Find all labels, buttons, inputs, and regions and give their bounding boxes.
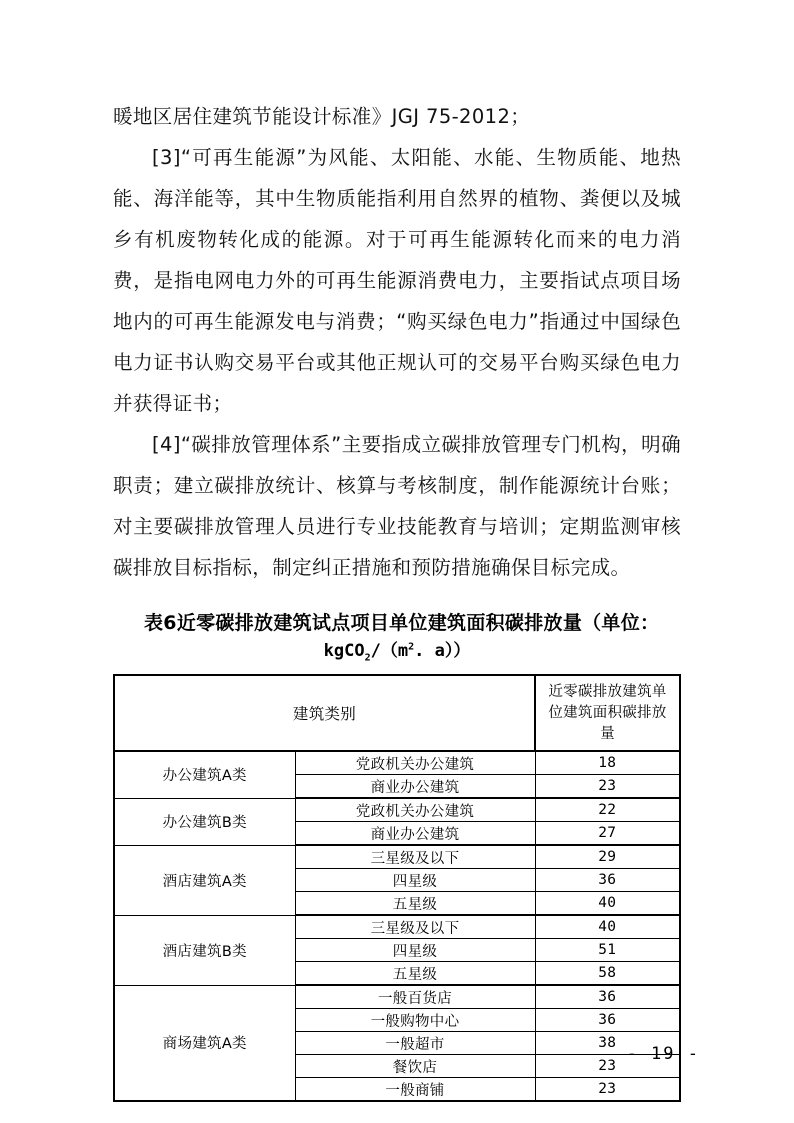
cell-emission-value: 36 (535, 985, 680, 1009)
cell-emission-value: 23 (535, 775, 680, 799)
cell-emission-value: 36 (535, 1009, 680, 1032)
cell-group-name: 酒店建筑B类 (114, 915, 295, 985)
cell-subcategory: 一般百货店 (295, 985, 535, 1009)
cell-group-name: 办公建筑A类 (114, 751, 295, 798)
unit-suffix: . a）） (414, 641, 471, 661)
cell-emission-value: 23 (535, 1078, 680, 1102)
cell-emission-value: 38 (535, 1032, 680, 1055)
table-row (114, 751, 680, 775)
cell-emission-value: 23 (535, 1055, 680, 1078)
unit-prefix: kgCO (323, 641, 365, 661)
cell-subcategory: 五星级 (295, 892, 535, 916)
cell-emission-value: 29 (535, 845, 680, 869)
paragraph-item-4: [4]“碳排放管理体系”主要指成立碳排放管理专门机构，明确职责；建立碳排放统计、核算与考核制度，制作能源统计台账；对主要碳排放管理人员进行专业技能教育与培训；定期监测审核碳排放目标指标，制定纠正措施和预防措施确保目标完成。 (113, 433, 681, 579)
continued-line: 暖地区居住建筑节能设计标准》JGJ 75-2012； (113, 105, 531, 128)
unit-mid: /（m (370, 641, 409, 661)
cell-emission-value: 27 (535, 822, 680, 846)
table-row (114, 845, 680, 869)
table-caption (113, 609, 681, 665)
cell-emission-value: 51 (535, 939, 680, 962)
cell-subcategory: 党政机关办公建筑 (295, 751, 535, 775)
paragraph-item-3: [3]“可再生能源”为风能、太阳能、水能、生物质能、地热能、海洋能等，其中生物质能指利用自然界的植物、粪便以及城乡有机废物转化成的能源。对于可再生能源转化而来的电力消费，是指电网电力外的可再生能源消费电力，主要指试点项目场地内的可再生能源发电与消费；“购买绿色电力”指通过中国绿色电力证书认购交易平台或其他正规认可的交易平台购买绿色电力并获得证书； (113, 146, 681, 415)
table-header-row (114, 675, 680, 751)
table-caption-title: 表6近零碳排放建筑试点项目单位建筑面积碳排放量（单位： (144, 612, 660, 634)
cell-subcategory: 五星级 (295, 962, 535, 986)
cell-subcategory: 四星级 (295, 939, 535, 962)
cell-group-name: 商场建筑A类 (114, 985, 295, 1101)
cell-emission-value: 36 (535, 869, 680, 892)
cell-subcategory: 一般购物中心 (295, 1009, 535, 1032)
header-category: 建筑类别 (114, 675, 535, 751)
unit-subscript: 2 (364, 652, 371, 664)
cell-subcategory: 商业办公建筑 (295, 775, 535, 799)
page-number: - 19 - (626, 1044, 700, 1064)
cell-emission-value: 58 (535, 962, 680, 986)
cell-emission-value: 40 (535, 892, 680, 916)
cell-group-name: 酒店建筑A类 (114, 845, 295, 915)
cell-emission-value: 40 (535, 915, 680, 939)
emission-table (113, 674, 681, 1102)
table-row (114, 985, 680, 1009)
cell-emission-value: 22 (535, 798, 680, 822)
table-row (114, 915, 680, 939)
cell-subcategory: 三星级及以下 (295, 915, 535, 939)
cell-subcategory: 四星级 (295, 869, 535, 892)
cell-subcategory: 一般商铺 (295, 1078, 535, 1102)
cell-subcategory: 餐饮店 (295, 1055, 535, 1078)
header-value: 近零碳排放建筑单位建筑面积碳排放量 (535, 675, 680, 751)
cell-subcategory: 党政机关办公建筑 (295, 798, 535, 822)
page-content (113, 96, 681, 1102)
cell-subcategory: 一般超市 (295, 1032, 535, 1055)
cell-group-name: 办公建筑B类 (114, 798, 295, 845)
unit-superscript: 2 (408, 641, 415, 653)
table-row (114, 798, 680, 822)
table-caption-unit (113, 637, 681, 665)
cell-emission-value: 18 (535, 751, 680, 775)
table-head (114, 675, 680, 751)
cell-subcategory: 商业办公建筑 (295, 822, 535, 846)
cell-subcategory: 三星级及以下 (295, 845, 535, 869)
